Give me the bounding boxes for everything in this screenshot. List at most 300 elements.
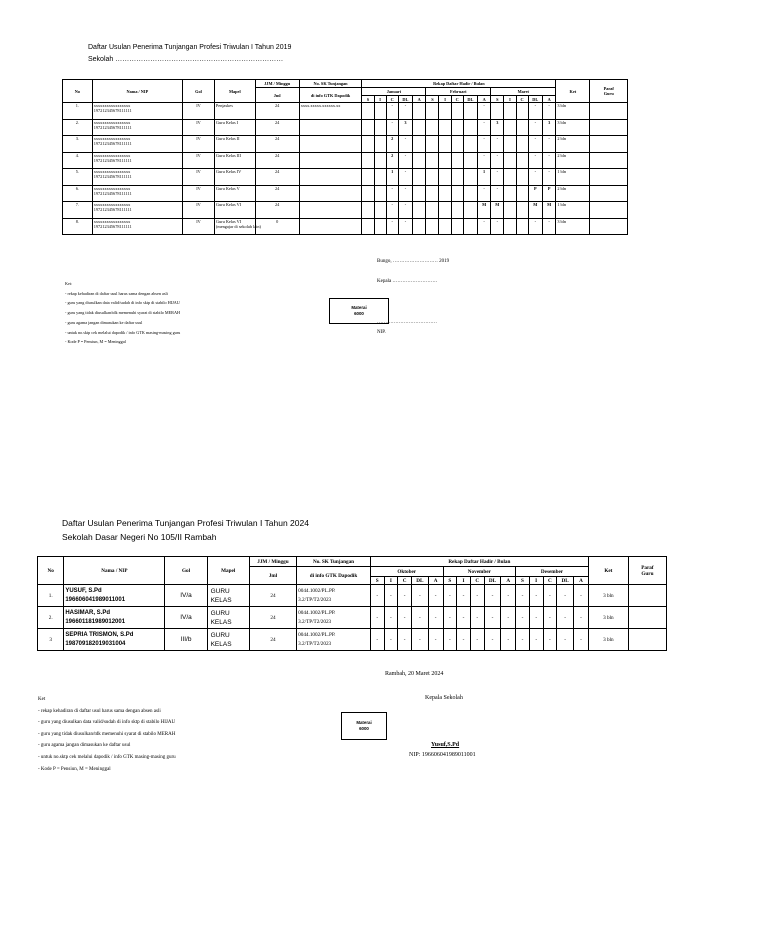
attendance-cell: - <box>443 607 457 629</box>
teacher-name: xxxxxxxxxxxxxxxxx <box>93 103 131 108</box>
row-gol: IV <box>183 119 215 136</box>
row-ket: 2 bln <box>556 185 590 202</box>
doc2-table <box>37 556 667 651</box>
attendance-cell <box>463 169 477 186</box>
sk-line-2: 3.2/TP/T2/2023 <box>298 618 332 625</box>
teacher-name: xxxxxxxxxxxxxxxxx <box>93 169 131 174</box>
attendance-cell <box>504 103 516 120</box>
attendance-cell: - <box>491 152 504 169</box>
attendance-cell <box>374 218 386 235</box>
note-line: - Kode P = Pensiun, M = Meninggal <box>65 339 126 345</box>
row-ket: 3 bln <box>556 119 590 136</box>
attendance-cell <box>374 152 386 169</box>
row-ket: 3 bln <box>556 218 590 235</box>
attendance-cell <box>362 152 374 169</box>
row-mapel <box>214 103 255 120</box>
row-sk <box>299 169 362 186</box>
attendance-cell: 3 <box>491 119 504 136</box>
table-row <box>63 152 628 169</box>
teacher-nip: 197212345678111111 <box>93 157 132 163</box>
note-line: - guru yang tidak diusulkan/tdk memenuhi syarat di stabilo MERAH <box>65 310 181 316</box>
attendance-cell <box>374 103 386 120</box>
row-mapel <box>214 169 255 186</box>
attendance-cell <box>374 169 386 186</box>
attendance-cell: - <box>542 103 555 120</box>
mapel-text: Penjaskes <box>215 103 233 108</box>
teacher-name: YUSUF, S.Pd <box>65 587 102 594</box>
mapel-text: Guru Kelas I <box>215 119 239 125</box>
teacher-name: xxxxxxxxxxxxxxxxx <box>93 202 131 207</box>
teacher-name: SEPRIA TRISMON, S.Pd <box>65 631 134 638</box>
row-jjm: 24 <box>255 136 299 153</box>
row-gol: IV/a <box>165 585 207 607</box>
attendance-cell <box>439 185 451 202</box>
header-mapel: Mapel <box>214 80 255 103</box>
attendance-cell <box>439 169 451 186</box>
attendance-cell <box>426 169 439 186</box>
note-line: - rekap kehadiran di daftar usul harus sama dengan absen asli <box>38 708 161 714</box>
sk-line-1: 0044.1002/PL.PP. <box>298 609 336 616</box>
teacher-nip: 197212345678111111 <box>93 141 132 146</box>
attendance-cell <box>374 136 386 153</box>
row-ket: 3 bln <box>556 103 590 120</box>
row-name <box>64 585 165 607</box>
row-no: 1. <box>38 585 64 607</box>
attendance-cell: - <box>529 629 543 651</box>
table-row <box>38 629 667 651</box>
attendance-cell <box>451 185 463 202</box>
attendance-cell: P <box>542 185 555 202</box>
attendance-cell: 2 <box>386 136 398 153</box>
row-jjm: 24 <box>249 607 296 629</box>
attendance-cell: - <box>501 585 516 607</box>
attendance-cell: - <box>528 218 542 235</box>
attendance-cell: - <box>443 629 457 651</box>
attendance-cell <box>362 136 374 153</box>
row-name <box>92 103 182 120</box>
row-gol: IV <box>183 185 215 202</box>
attendance-cell: - <box>398 218 412 235</box>
teacher-nip: 196601181989012001 <box>65 618 126 625</box>
attendance-cell <box>451 136 463 153</box>
row-paraf <box>590 136 628 153</box>
row-ket: 1 bln <box>556 202 590 219</box>
attendance-cell: - <box>478 152 491 169</box>
attendance-cell: - <box>529 607 543 629</box>
attendance-cell <box>413 202 426 219</box>
attendance-cell <box>451 119 463 136</box>
doc1-school: Sekolah ……………………………………………………………… <box>88 56 284 63</box>
attendance-cell: P <box>528 185 542 202</box>
attendance-cell <box>439 119 451 136</box>
row-paraf <box>590 169 628 186</box>
attendance-cell: - <box>484 629 501 651</box>
attendance-cell: - <box>428 629 443 651</box>
mapel-text: Guru Kelas IV <box>215 169 242 174</box>
table-row <box>63 218 628 235</box>
header-ket: Ket <box>556 80 590 103</box>
attendance-cell: - <box>484 585 501 607</box>
row-mapel <box>214 202 255 219</box>
row-ket: 1 bln <box>556 169 590 186</box>
attendance-cell: - <box>574 629 589 651</box>
teacher-nip: 197212345678111111 <box>93 108 132 113</box>
attendance-cell <box>374 185 386 202</box>
attendance-cell <box>426 119 439 136</box>
attendance-cell: - <box>478 119 491 136</box>
attendance-cell: - <box>428 607 443 629</box>
attendance-cell: - <box>411 585 428 607</box>
doc2-place-date: Rambah, 20 Maret 2024 <box>385 671 444 677</box>
attendance-cell: - <box>384 629 398 651</box>
attendance-cell: - <box>478 185 491 202</box>
teacher-name: xxxxxxxxxxxxxxxxx <box>93 136 131 141</box>
attendance-cell: - <box>484 607 501 629</box>
attendance-cell: - <box>386 218 398 235</box>
row-sk <box>297 607 371 629</box>
doc2-header-rekap: Rekap Daftar Hadir / Bulan <box>370 557 588 567</box>
attendance-cell <box>504 119 516 136</box>
attendance-cell <box>451 169 463 186</box>
attendance-cell: M <box>542 202 555 219</box>
attendance-cell: - <box>543 585 557 607</box>
row-sk <box>299 119 362 136</box>
doc2-kepala: Kepala Sekolah <box>425 695 463 701</box>
attendance-cell <box>426 202 439 219</box>
attendance-cell <box>516 169 528 186</box>
row-gol: IV <box>183 169 215 186</box>
attendance-cell <box>504 218 516 235</box>
attendance-cell <box>413 152 426 169</box>
doc1-kepala: Kepala ……………………… <box>377 279 438 284</box>
attendance-cell <box>374 202 386 219</box>
teacher-nip: 197212345678111111 <box>93 207 132 212</box>
doc2-notes <box>38 694 298 775</box>
row-gol: IV <box>183 103 215 120</box>
attendance-cell <box>451 152 463 169</box>
note-line: - untuk no.sktp cek melalui dapodik / info GTK masing-masing guru <box>65 329 181 335</box>
row-paraf <box>628 585 666 607</box>
doc1-table <box>62 79 628 235</box>
attendance-cell: M <box>478 202 491 219</box>
attendance-cell: - <box>529 585 543 607</box>
attendance-cell <box>426 152 439 169</box>
teacher-nip: 198709182019031004 <box>65 640 126 647</box>
note-line: - Kode P = Pensiun, M = Meninggal <box>38 766 111 772</box>
teacher-name: xxxxxxxxxxxxxxxxx <box>93 185 131 191</box>
attendance-cell <box>374 119 386 136</box>
header-gol: Gol <box>183 80 215 103</box>
note-line: - guru agama jangan dimasukan ke daftar usul <box>65 319 143 325</box>
note-line: - guru yang diusulkan data valid/sudah di info sktp di stabilo HIJAU <box>65 300 180 306</box>
doc2-header-jjm-jml: Jml <box>249 567 296 585</box>
attendance-cell: - <box>386 119 398 136</box>
mapel-text: Guru Kelas VI <box>215 202 242 207</box>
row-paraf <box>590 103 628 120</box>
teacher-name: xxxxxxxxxxxxxxxxx <box>93 218 131 224</box>
attendance-cell <box>426 136 439 153</box>
attendance-cell <box>362 185 374 202</box>
attendance-cell <box>504 169 516 186</box>
row-no: 3 <box>38 629 64 651</box>
attendance-cell: - <box>557 585 574 607</box>
attendance-cell <box>451 218 463 235</box>
header-jjm-jml: Jml <box>255 88 299 103</box>
row-sk <box>299 152 362 169</box>
row-gol: IV <box>183 152 215 169</box>
attendance-cell <box>516 152 528 169</box>
attendance-cell: 1 <box>478 169 491 186</box>
row-sk: xxxx.xxxxx.xxxxxx.xx <box>299 103 362 120</box>
attendance-cell <box>439 152 451 169</box>
attendance-cell: - <box>398 169 412 186</box>
attendance-cell: M <box>491 202 504 219</box>
attendance-cell: - <box>491 169 504 186</box>
row-gol: III/b <box>165 629 207 651</box>
attendance-cell: - <box>501 629 516 651</box>
row-name <box>64 629 165 651</box>
row-jjm: 24 <box>255 169 299 186</box>
attendance-cell: - <box>491 185 504 202</box>
row-name <box>92 169 182 186</box>
row-sk <box>299 185 362 202</box>
attendance-cell: 3 <box>398 119 412 136</box>
row-no: 4. <box>63 152 93 169</box>
attendance-cell: - <box>386 103 398 120</box>
doc2-title: Daftar Usulan Penerima Tunjangan Profesi Triwulan I Tahun 2024 <box>62 518 309 528</box>
attendance-cell: - <box>528 136 542 153</box>
attendance-cell <box>463 136 477 153</box>
header-rekap: Rekap Daftar Hadir / Bulan <box>362 80 556 88</box>
header-jjm: JJM / Minggu <box>255 80 299 88</box>
attendance-cell <box>491 103 504 120</box>
attendance-cell <box>426 185 439 202</box>
mapel-line-2: KELAS <box>210 640 232 648</box>
attendance-cell: - <box>516 585 530 607</box>
attendance-cell <box>463 202 477 219</box>
row-paraf <box>590 185 628 202</box>
attendance-cell: - <box>398 185 412 202</box>
row-paraf <box>628 607 666 629</box>
mapel-note: (mengajar di sekolah lain) <box>215 223 261 229</box>
mapel-line-1: GURU <box>210 609 230 617</box>
row-jjm: 24 <box>249 585 296 607</box>
attendance-cell: - <box>543 607 557 629</box>
teacher-nip: 197212345678111111 <box>93 190 132 196</box>
attendance-cell <box>439 202 451 219</box>
attendance-cell <box>439 136 451 153</box>
attendance-cell <box>362 119 374 136</box>
attendance-cell <box>362 218 374 235</box>
attendance-cell: - <box>491 218 504 235</box>
row-gol: IV <box>183 136 215 153</box>
row-paraf <box>590 202 628 219</box>
row-gol: IV <box>183 218 215 235</box>
row-no: 2. <box>63 119 93 136</box>
attendance-cell <box>426 218 439 235</box>
attendance-cell <box>504 152 516 169</box>
header-no: No <box>63 80 93 103</box>
doc2-header-gol: Gol <box>165 557 207 585</box>
attendance-cell: - <box>386 185 398 202</box>
header-paraf: Paraf Guru <box>590 80 628 103</box>
row-ket: 2 bln <box>556 152 590 169</box>
attendance-cell <box>516 218 528 235</box>
attendance-cell: - <box>491 136 504 153</box>
doc1-notes <box>65 279 305 347</box>
attendance-cell <box>516 185 528 202</box>
attendance-cell: - <box>457 585 471 607</box>
row-jjm: 24 <box>249 629 296 651</box>
row-name <box>64 607 165 629</box>
row-name <box>92 119 182 136</box>
row-gol: IV/a <box>165 607 207 629</box>
row-jjm: 24 <box>255 119 299 136</box>
doc2-sign-name: Yusuf,S.Pd <box>431 742 460 748</box>
sk-line-2: 3.2/TP/T2/2023 <box>298 596 332 603</box>
attendance-cell <box>504 136 516 153</box>
note-line: - rekap kehadiran di daftar usul harus sama dengan absen asli <box>65 290 168 296</box>
attendance-cell: - <box>370 585 384 607</box>
attendance-cell: - <box>478 218 491 235</box>
attendance-cell <box>516 202 528 219</box>
row-paraf <box>590 218 628 235</box>
attendance-cell: - <box>516 629 530 651</box>
table-row <box>63 202 628 219</box>
table-row <box>63 185 628 202</box>
row-mapel <box>214 119 255 136</box>
row-ket: 3 bln <box>588 585 628 607</box>
table-row <box>63 169 628 186</box>
doc2-header-ket: Ket <box>588 557 628 585</box>
attendance-cell: - <box>370 607 384 629</box>
attendance-cell: - <box>470 585 484 607</box>
attendance-cell: - <box>528 103 542 120</box>
teacher-nip: 196606041989011001 <box>65 596 126 603</box>
table-row <box>38 585 667 607</box>
row-mapel <box>214 185 255 202</box>
doc2-header-sk-info: di info GTK Dapodik <box>297 567 371 585</box>
row-paraf <box>628 629 666 651</box>
attendance-cell <box>451 103 463 120</box>
attendance-cell: - <box>443 585 457 607</box>
mapel-text: Guru Kelas III <box>215 152 241 158</box>
row-mapel <box>214 218 261 235</box>
row-jjm: 0 <box>255 218 299 235</box>
attendance-cell: 3 <box>542 119 555 136</box>
attendance-cell: - <box>542 136 555 153</box>
row-no: 3. <box>63 136 93 153</box>
doc2-header-no: No <box>38 557 64 585</box>
attendance-cell: - <box>528 119 542 136</box>
doc2-header-sk: No. SK Tunjangan <box>297 557 371 567</box>
attendance-cell: - <box>411 607 428 629</box>
row-paraf <box>590 152 628 169</box>
row-jjm: 24 <box>255 202 299 219</box>
attendance-cell <box>439 103 451 120</box>
header-month-3: Maret <box>491 88 556 96</box>
attendance-cell <box>413 185 426 202</box>
attendance-cell: - <box>574 607 589 629</box>
mapel-text: Guru Kelas VI <box>215 218 242 224</box>
attendance-cell: - <box>398 585 412 607</box>
attendance-cell: - <box>528 152 542 169</box>
attendance-cell: - <box>542 152 555 169</box>
row-sk <box>297 629 371 651</box>
attendance-cell: - <box>574 585 589 607</box>
doc1-nip: NIP. <box>377 330 386 335</box>
note-line: - guru yang tidak diusulkan/tdk memenuhi syarat di stabilo MERAH <box>38 731 176 737</box>
doc2-header-month-2: November <box>443 567 516 577</box>
row-no: 5. <box>63 169 93 186</box>
row-name <box>92 185 182 202</box>
attendance-cell: - <box>370 629 384 651</box>
row-jjm: 24 <box>255 103 299 120</box>
doc2-header-paraf: Paraf Guru <box>628 557 666 585</box>
attendance-cell: - <box>478 103 491 120</box>
doc2-sign-nip: NIP: 196606041989011001 <box>409 752 476 758</box>
attendance-cell: - <box>470 629 484 651</box>
doc1-sign-line: ……………………………… <box>377 320 437 325</box>
attendance-cell: - <box>398 152 412 169</box>
attendance-cell: - <box>457 607 471 629</box>
row-sk <box>299 202 362 219</box>
row-no: 2. <box>38 607 64 629</box>
attendance-cell: - <box>543 629 557 651</box>
row-name <box>92 152 182 169</box>
header-name: Nama / NIP <box>92 80 182 103</box>
attendance-cell <box>413 169 426 186</box>
attendance-cell: - <box>398 103 412 120</box>
attendance-cell <box>463 119 477 136</box>
row-mapel <box>214 152 255 169</box>
row-name <box>92 136 182 153</box>
attendance-cell <box>516 136 528 153</box>
mapel-text: Guru Kelas II <box>215 136 240 141</box>
attendance-cell: M <box>528 202 542 219</box>
attendance-cell <box>413 218 426 235</box>
attendance-cell <box>504 185 516 202</box>
sk-line-2: 3.2/TP/T2/2023 <box>298 640 332 647</box>
doc1-stamp: Materai 6000 <box>329 298 389 324</box>
attendance-cell: - <box>501 607 516 629</box>
doc2-header-month-1: Oktober <box>370 567 443 577</box>
attendance-cell: - <box>470 607 484 629</box>
doc2-stamp: Materai 6000 <box>341 712 387 740</box>
teacher-nip: 197212345678111111 <box>93 124 132 130</box>
row-no: 1. <box>63 103 93 120</box>
doc2-header-mapel: Mapel <box>207 557 249 585</box>
note-line: - guru yang diusulkan data valid/sudah di info sktp di stabilo HIJAU <box>38 720 176 726</box>
attendance-cell <box>516 119 528 136</box>
attendance-cell: - <box>384 585 398 607</box>
note-line: - guru agama jangan dimasukan ke daftar usul <box>38 743 131 749</box>
mapel-line-2: KELAS <box>210 596 232 604</box>
row-ket: 2 bln <box>556 136 590 153</box>
row-ket: 3 bln <box>588 607 628 629</box>
attendance-cell: - <box>384 607 398 629</box>
mapel-line-1: GURU <box>210 631 230 639</box>
doc2-header-sub-row: S I C DL A S I C DL A S I C DL A <box>38 577 667 585</box>
attendance-cell: - <box>528 169 542 186</box>
row-mapel <box>207 585 249 607</box>
sk-line-1: 0044.1002/PL.PP. <box>298 587 336 594</box>
attendance-cell: - <box>398 136 412 153</box>
attendance-cell <box>463 218 477 235</box>
row-gol: IV <box>183 202 215 219</box>
attendance-cell: - <box>398 202 412 219</box>
row-paraf <box>590 119 628 136</box>
